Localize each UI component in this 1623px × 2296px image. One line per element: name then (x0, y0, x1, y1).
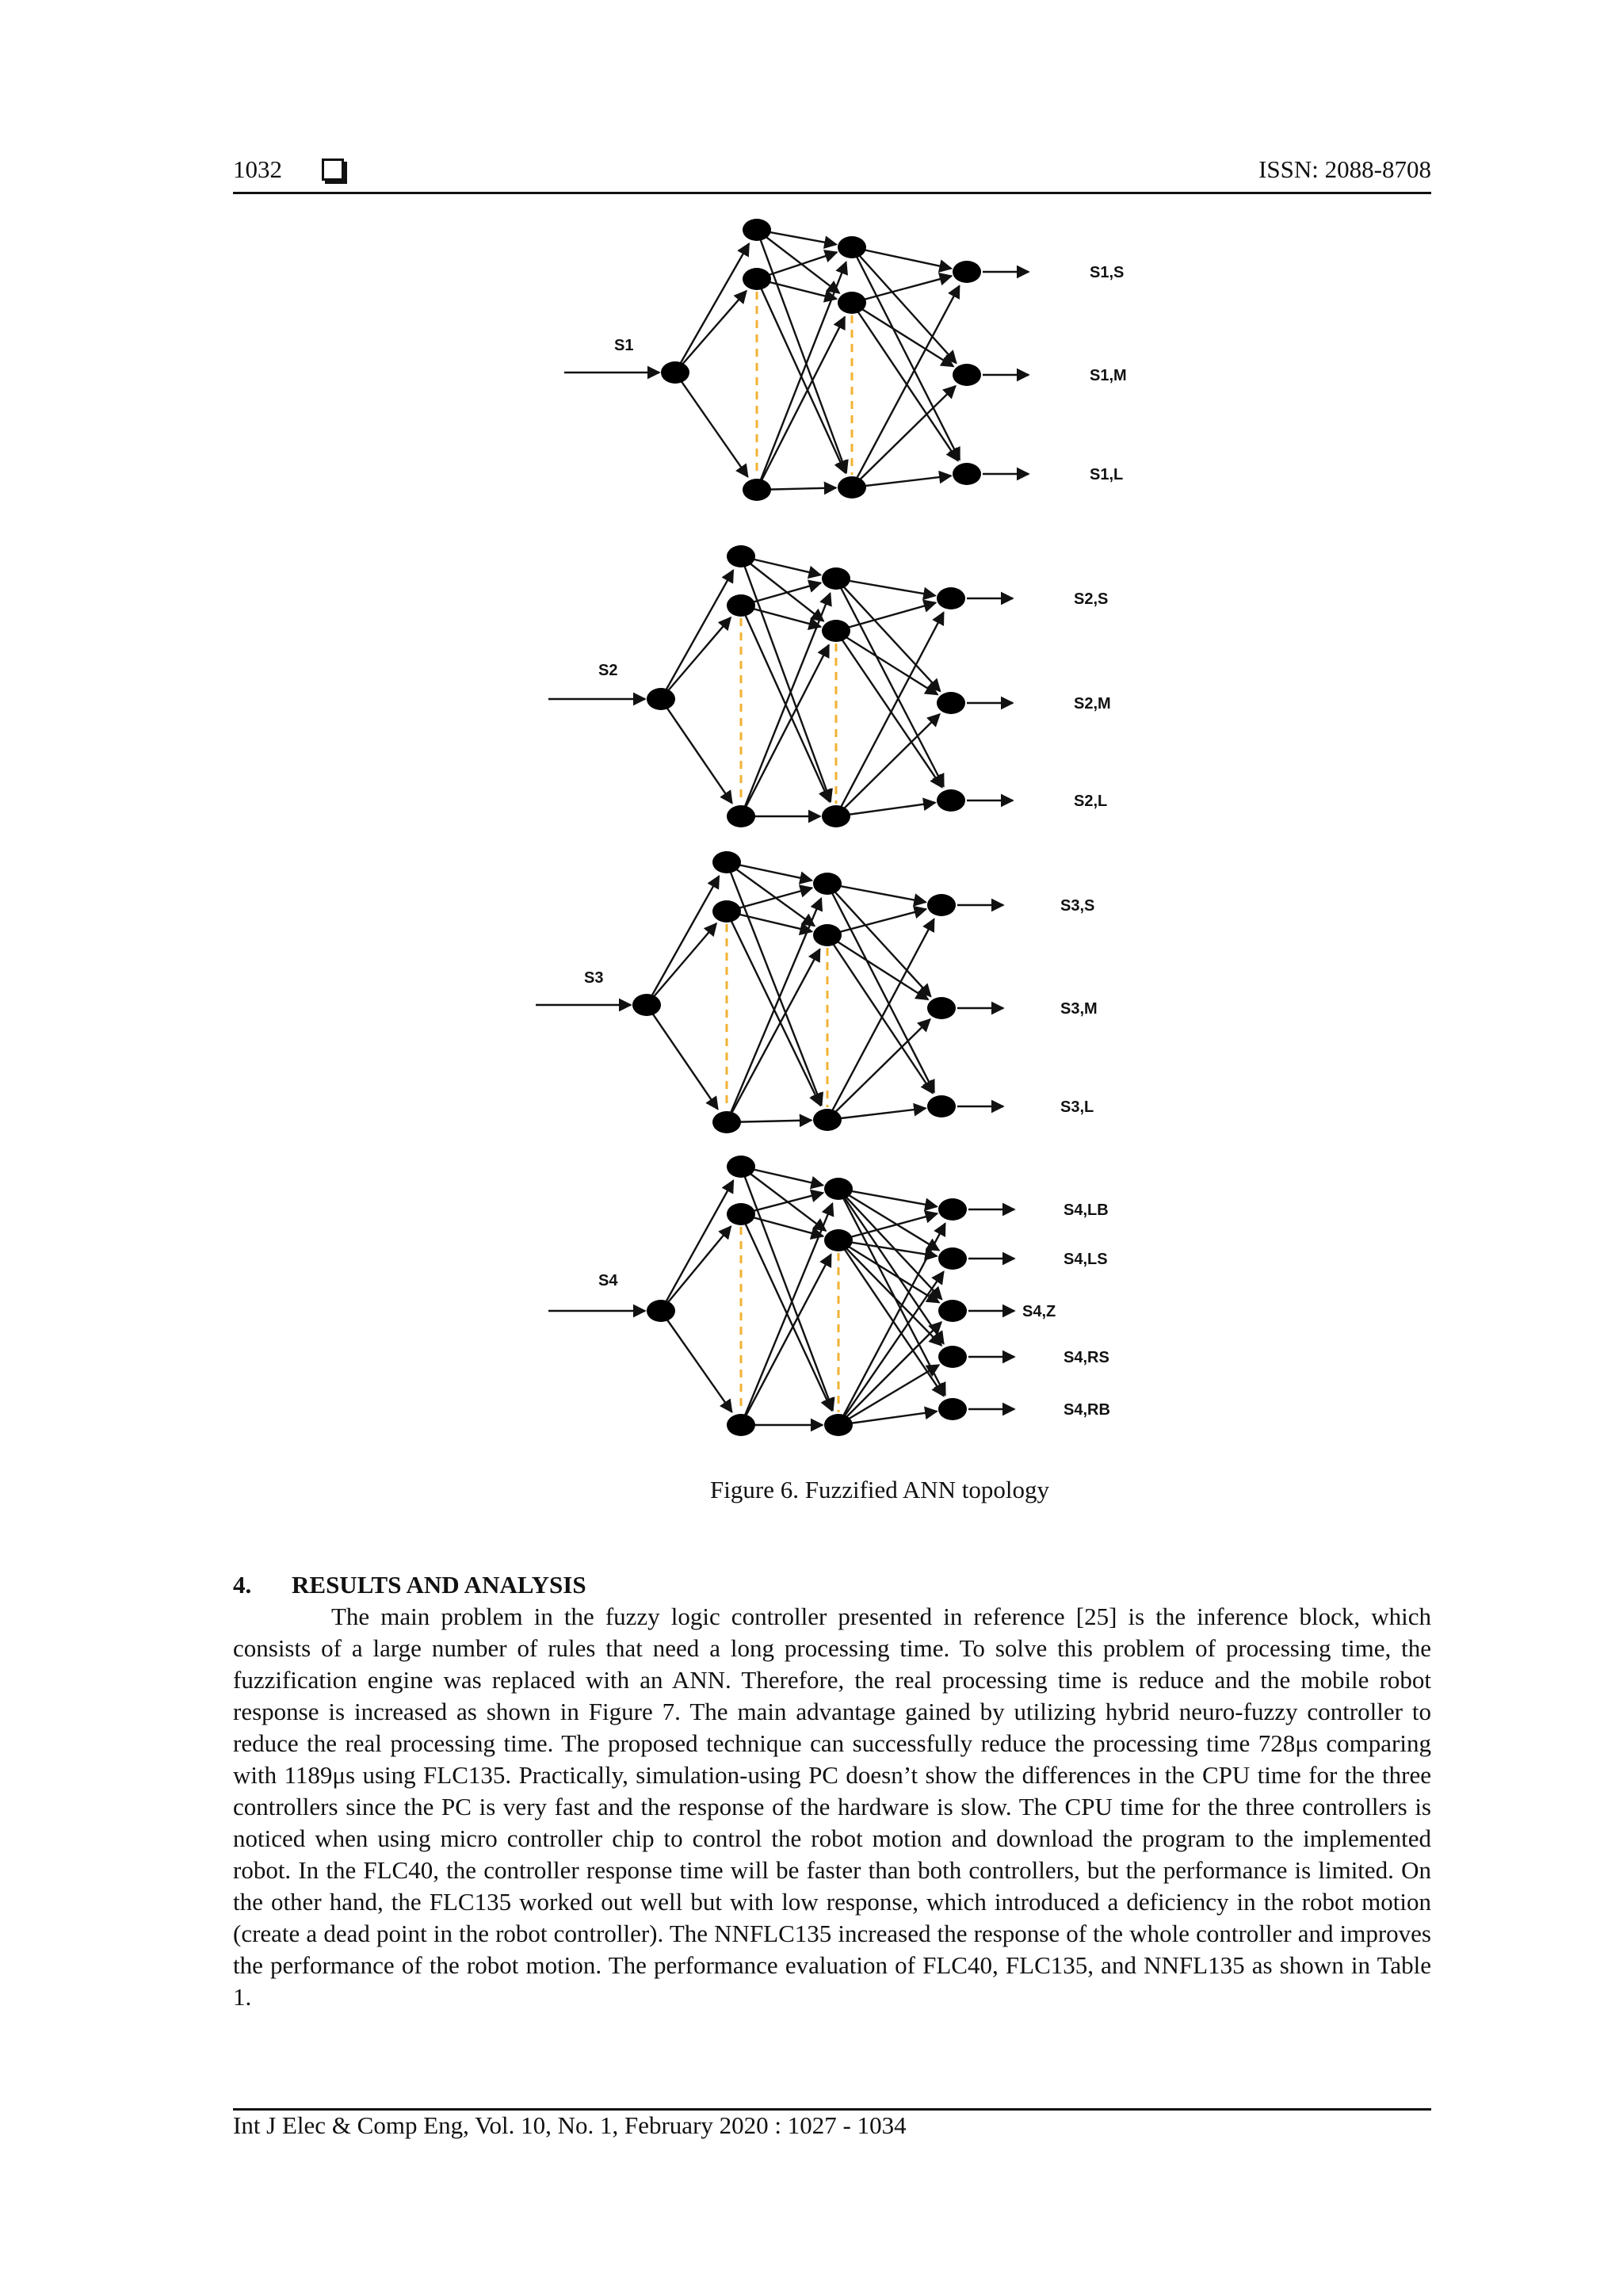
edge (827, 935, 928, 999)
output-label: S4,RB (1064, 1401, 1110, 1419)
input-node (647, 1300, 675, 1322)
output-node (938, 1300, 967, 1322)
output-label: S2,M (1074, 695, 1111, 712)
hidden-node (727, 594, 755, 617)
edge (852, 276, 952, 303)
hidden-node (727, 545, 755, 567)
edge (727, 949, 820, 1122)
page-number: 1032 (233, 155, 282, 183)
output-label: S2,L (1074, 793, 1108, 810)
edge (661, 1180, 733, 1311)
output-label: S4,RS (1064, 1349, 1109, 1366)
hidden-node (712, 851, 741, 873)
edge (836, 803, 935, 816)
output-label: S3,L (1060, 1098, 1094, 1116)
output-node (937, 587, 965, 609)
edge (852, 247, 960, 460)
edge (836, 579, 944, 786)
edge (852, 386, 956, 487)
edge (757, 230, 846, 472)
edge (827, 884, 934, 1092)
output-label: S4,LB (1064, 1201, 1109, 1219)
output-node (938, 1346, 967, 1368)
edge (838, 1224, 945, 1425)
edge (836, 579, 940, 691)
edge (838, 1240, 939, 1302)
footer-rule (233, 2108, 1431, 2111)
input-label: S2 (598, 662, 618, 679)
edge (647, 1005, 718, 1109)
output-node (927, 894, 956, 916)
output-label: S1,L (1090, 466, 1124, 483)
figure-caption: Figure 6. Fuzzified ANN topology (710, 1476, 1049, 1503)
edge (757, 262, 846, 490)
edge (661, 1311, 732, 1412)
hidden-node (813, 873, 842, 895)
edge (827, 1108, 926, 1120)
hidden-node (727, 1156, 755, 1178)
edge (838, 1412, 937, 1425)
edge (661, 1226, 731, 1311)
hidden-node (824, 1414, 853, 1436)
edge (741, 594, 831, 816)
hidden-node (727, 1203, 755, 1225)
edge (741, 1203, 832, 1425)
hidden-node (822, 567, 850, 590)
output-node (937, 692, 965, 714)
edge (727, 898, 821, 1122)
input-node (647, 688, 675, 710)
input-label: S4 (598, 1272, 618, 1289)
hidden-node (822, 620, 850, 642)
hidden-node (727, 805, 755, 827)
hidden-node (838, 236, 866, 258)
output-node (938, 1198, 967, 1221)
output-label: S3,M (1060, 1000, 1098, 1018)
edge (675, 372, 748, 477)
edge (836, 714, 940, 816)
output-label: S4,Z (1022, 1303, 1056, 1320)
issn-label: ISSN: 2088-8708 (1258, 155, 1431, 183)
edge (647, 876, 719, 1005)
hidden-node (822, 805, 850, 827)
output-label: S2,S (1074, 590, 1109, 608)
output-label: S4,LS (1064, 1251, 1108, 1268)
edge (757, 317, 845, 490)
edge (661, 699, 732, 803)
edge (675, 291, 747, 372)
hidden-node (838, 292, 866, 314)
hidden-node (743, 219, 771, 241)
input-node (661, 361, 689, 384)
edge (838, 1240, 941, 1346)
footer-citation: Int J Elec & Comp Eng, Vol. 10, No. 1, February 2020 : 1027 - 1034 (233, 2111, 907, 2139)
section-heading (233, 1571, 586, 1599)
edge (661, 570, 733, 699)
hidden-node (838, 476, 866, 499)
input-node (632, 994, 661, 1016)
edge (827, 1019, 930, 1120)
edge (838, 1189, 944, 1343)
edge (675, 243, 749, 372)
edge (741, 645, 829, 816)
output-label: S1,S (1090, 264, 1125, 281)
output-node (953, 261, 981, 283)
edge (852, 303, 953, 366)
edge (741, 1214, 832, 1411)
input-label: S1 (614, 337, 634, 354)
edge (647, 923, 716, 1005)
edge (836, 579, 935, 596)
output-node (953, 463, 981, 485)
hidden-node (727, 1414, 755, 1436)
output-label: S3,S (1060, 897, 1095, 915)
hidden-node (743, 268, 771, 290)
hidden-node (712, 1111, 741, 1133)
edge (827, 919, 934, 1120)
edge (727, 911, 820, 1106)
output-node (938, 1398, 967, 1420)
edge (852, 247, 951, 269)
body-paragraph: The main problem in the fuzzy logic controller presented in reference [25] is the inference block, which consists of a large number of rules that need a long processing time. To solve this problem of processing time, the fuzzification engine was replaced with an ANN. Therefore, the real processing time is reduce and the mobile robot response is increased as shown in Figure 7. The main advantage gained by utilizing hybrid neuro-fuzzy controller to reduce the real processing time. The proposed technique can successfully reduce the processing time 728μs comparing with 1189μs using FLC135. Practically, simulation-using PC doesn’t show the differences in the CPU time for the three controllers since the PC is very fast and the response of the hardware is slow. The CPU time for the three controllers is noticed when using micro controller chip to control the robot motion and download the program to the implemented robot. In the FLC40, the controller response time will be faster than both controllers, but the performance is limited. On the other hand, the FLC135 worked out well but with low response, which introduced a deficiency in the robot motion (create a dead point in the robot controller). The NNFLC135 increased the response of the whole controller and improves the performance of the robot motion. The performance evaluation of FLC40, FLC135, and NNFL135 as shown in Table 1. (233, 1603, 1431, 2011)
hidden-node (813, 1109, 842, 1131)
edge (836, 613, 944, 816)
section-title: RESULTS AND ANALYSIS (292, 1571, 586, 1599)
output-node (937, 789, 965, 812)
edge (852, 286, 960, 487)
output-node (953, 364, 981, 386)
edge (741, 1255, 831, 1425)
edge (852, 247, 957, 363)
section-number: 4. (233, 1571, 252, 1599)
hidden-node (824, 1178, 853, 1200)
hidden-node (813, 924, 842, 946)
hidden-node (743, 479, 771, 501)
hidden-node (712, 900, 741, 923)
edge (852, 303, 958, 460)
edge (661, 617, 731, 699)
input-label: S3 (584, 969, 604, 987)
output-node (938, 1247, 967, 1270)
edge (836, 631, 938, 694)
output-label: S1,M (1090, 367, 1127, 384)
output-node (927, 1095, 956, 1117)
hidden-node (824, 1229, 853, 1251)
output-node (927, 997, 956, 1019)
edge (852, 476, 951, 487)
